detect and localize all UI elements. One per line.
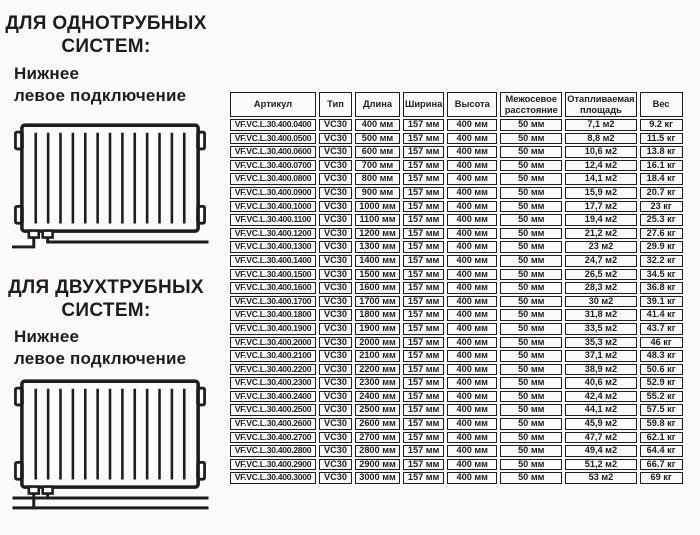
radiator-single-pipe-diagram-icon [12, 119, 210, 264]
cell-width: 157 мм [403, 323, 444, 335]
cell-heated-area: 23 м2 [565, 241, 636, 253]
cell-heated-area: 21,2 м2 [565, 228, 636, 240]
table-row [230, 269, 683, 281]
cell-axle-distance: 50 мм [500, 228, 562, 240]
cell-axle-distance: 50 мм [500, 269, 562, 281]
cell-article: VF.VC.L.30.400.2600 [230, 418, 316, 430]
cell-height: 400 мм [447, 309, 497, 321]
table-row [230, 377, 683, 389]
table-row [230, 350, 683, 362]
cell-weight: 20.7 кг [640, 187, 683, 199]
cell-article: VF.VC.L.30.400.0700 [230, 160, 316, 172]
cell-heated-area: 53 м2 [565, 472, 636, 484]
cell-article: VF.VC.L.30.400.1200 [230, 228, 316, 240]
cell-weight: 48.3 кг [640, 350, 683, 362]
cell-height: 400 мм [447, 472, 497, 484]
table-row [230, 255, 683, 267]
cell-width: 157 мм [403, 146, 444, 158]
cell-article: VF.VC.L.30.400.2200 [230, 364, 316, 376]
cell-axle-distance: 50 мм [500, 337, 562, 349]
cell-article: VF.VC.L.30.400.1900 [230, 323, 316, 335]
cell-height: 400 мм [447, 432, 497, 444]
cell-axle-distance: 50 мм [500, 323, 562, 335]
single-pipe-title-line1: ДЛЯ ОДНОТРУБНЫХ [5, 13, 207, 34]
spec-table-header [230, 92, 683, 117]
cell-height: 400 мм [447, 418, 497, 430]
cell-type: VC30 [319, 404, 352, 416]
cell-type: VC30 [319, 377, 352, 389]
cell-article: VF.VC.L.30.400.2000 [230, 337, 316, 349]
cell-weight: 62.1 кг [640, 432, 683, 444]
cell-weight: 25.3 кг [640, 214, 683, 226]
cell-type: VC30 [319, 459, 352, 471]
table-row [230, 445, 683, 457]
table-row [230, 364, 683, 376]
cell-length: 2500 мм [355, 404, 400, 416]
table-row [230, 472, 683, 484]
cell-article: VF.VC.L.30.400.1800 [230, 309, 316, 321]
cell-axle-distance: 50 мм [500, 214, 562, 226]
cell-heated-area: 17,7 м2 [565, 201, 636, 213]
cell-length: 1000 мм [355, 201, 400, 213]
cell-type: VC30 [319, 269, 352, 281]
cell-heated-area: 37,1 м2 [565, 350, 636, 362]
cell-weight: 39.1 кг [640, 296, 683, 308]
cell-length: 2400 мм [355, 391, 400, 403]
cell-axle-distance: 50 мм [500, 377, 562, 389]
cell-axle-distance: 50 мм [500, 201, 562, 213]
cell-article: VF.VC.L.30.400.1500 [230, 269, 316, 281]
cell-heated-area: 31,8 м2 [565, 309, 636, 321]
cell-weight: 29.9 кг [640, 241, 683, 253]
cell-type: VC30 [319, 432, 352, 444]
cell-weight: 43.7 кг [640, 323, 683, 335]
cell-weight: 32.2 кг [640, 255, 683, 267]
cell-heated-area: 8,8 м2 [565, 133, 636, 145]
cell-length: 1800 мм [355, 309, 400, 321]
cell-heated-area: 33,5 м2 [565, 323, 636, 335]
cell-length: 1600 мм [355, 282, 400, 294]
cell-axle-distance: 50 мм [500, 309, 562, 321]
header-weight: Вес [640, 92, 683, 117]
cell-width: 157 мм [403, 173, 444, 185]
cell-heated-area: 14,1 м2 [565, 173, 636, 185]
spec-table-body [230, 119, 683, 484]
cell-width: 157 мм [403, 432, 444, 444]
cell-length: 2200 мм [355, 364, 400, 376]
table-row [230, 337, 683, 349]
cell-article: VF.VC.L.30.400.1000 [230, 201, 316, 213]
cell-length: 900 мм [355, 187, 400, 199]
cell-weight: 18.4 кг [640, 173, 683, 185]
cell-width: 157 мм [403, 133, 444, 145]
cell-height: 400 мм [447, 404, 497, 416]
header-article: Артикул [230, 92, 316, 117]
cell-axle-distance: 50 мм [500, 133, 562, 145]
cell-axle-distance: 50 мм [500, 241, 562, 253]
cell-axle-distance: 50 мм [500, 173, 562, 185]
cell-width: 157 мм [403, 445, 444, 457]
two-pipe-subtitle-line2: левое подключение [14, 349, 187, 368]
cell-height: 400 мм [447, 160, 497, 172]
cell-type: VC30 [319, 309, 352, 321]
cell-weight: 50.6 кг [640, 364, 683, 376]
cell-type: VC30 [319, 160, 352, 172]
cell-length: 1700 мм [355, 296, 400, 308]
spec-table [227, 90, 686, 486]
cell-length: 2900 мм [355, 459, 400, 471]
cell-axle-distance: 50 мм [500, 364, 562, 376]
cell-length: 500 мм [355, 133, 400, 145]
cell-length: 3000 мм [355, 472, 400, 484]
cell-length: 1300 мм [355, 241, 400, 253]
cell-height: 400 мм [447, 364, 497, 376]
cell-weight: 34.5 кг [640, 269, 683, 281]
cell-height: 400 мм [447, 459, 497, 471]
cell-height: 400 мм [447, 296, 497, 308]
cell-heated-area: 45,9 м2 [565, 418, 636, 430]
cell-article: VF.VC.L.30.400.2400 [230, 391, 316, 403]
single-pipe-section-title [0, 12, 212, 58]
cell-article: VF.VC.L.30.400.2300 [230, 377, 316, 389]
cell-height: 400 мм [447, 323, 497, 335]
cell-type: VC30 [319, 146, 352, 158]
cell-width: 157 мм [403, 309, 444, 321]
cell-type: VC30 [319, 418, 352, 430]
header-height: Высота [447, 92, 497, 117]
cell-height: 400 мм [447, 214, 497, 226]
cell-height: 400 мм [447, 173, 497, 185]
cell-type: VC30 [319, 255, 352, 267]
cell-width: 157 мм [403, 282, 444, 294]
table-row [230, 459, 683, 471]
two-pipe-section-title [0, 276, 212, 322]
cell-length: 400 мм [355, 119, 400, 131]
cell-weight: 16.1 кг [640, 160, 683, 172]
cell-type: VC30 [319, 391, 352, 403]
cell-width: 157 мм [403, 241, 444, 253]
cell-weight: 41.4 кг [640, 309, 683, 321]
cell-weight: 66.7 кг [640, 459, 683, 471]
cell-width: 157 мм [403, 459, 444, 471]
cell-heated-area: 26,5 м2 [565, 269, 636, 281]
cell-heated-area: 49,4 м2 [565, 445, 636, 457]
cell-length: 2700 мм [355, 432, 400, 444]
cell-heated-area: 30 м2 [565, 296, 636, 308]
cell-heated-area: 38,9 м2 [565, 364, 636, 376]
cell-article: VF.VC.L.30.400.3000 [230, 472, 316, 484]
cell-article: VF.VC.L.30.400.0500 [230, 133, 316, 145]
cell-type: VC30 [319, 201, 352, 213]
cell-height: 400 мм [447, 146, 497, 158]
cell-height: 400 мм [447, 337, 497, 349]
cell-height: 400 мм [447, 241, 497, 253]
cell-article: VF.VC.L.30.400.1300 [230, 241, 316, 253]
single-pipe-subtitle-line2: левое подключение [14, 86, 187, 105]
cell-article: VF.VC.L.30.400.1600 [230, 282, 316, 294]
cell-width: 157 мм [403, 187, 444, 199]
header-type: Тип [319, 92, 352, 117]
cell-width: 157 мм [403, 255, 444, 267]
cell-width: 157 мм [403, 337, 444, 349]
cell-length: 1400 мм [355, 255, 400, 267]
cell-height: 400 мм [447, 228, 497, 240]
cell-type: VC30 [319, 173, 352, 185]
cell-axle-distance: 50 мм [500, 432, 562, 444]
cell-article: VF.VC.L.30.400.1100 [230, 214, 316, 226]
cell-heated-area: 35,3 м2 [565, 337, 636, 349]
cell-width: 157 мм [403, 119, 444, 131]
cell-weight: 55.2 кг [640, 391, 683, 403]
cell-axle-distance: 50 мм [500, 255, 562, 267]
cell-heated-area: 7,1 м2 [565, 119, 636, 131]
cell-heated-area: 12,4 м2 [565, 160, 636, 172]
cell-width: 157 мм [403, 228, 444, 240]
cell-height: 400 мм [447, 201, 497, 213]
cell-article: VF.VC.L.30.400.1700 [230, 296, 316, 308]
cell-axle-distance: 50 мм [500, 146, 562, 158]
single-pipe-subtitle-line1: Нижнее [14, 64, 80, 83]
cell-type: VC30 [319, 472, 352, 484]
header-heated-area: Отапливаемая площадь [565, 92, 636, 117]
cell-weight: 13.8 кг [640, 146, 683, 158]
cell-length: 1200 мм [355, 228, 400, 240]
cell-width: 157 мм [403, 418, 444, 430]
table-row [230, 323, 683, 335]
single-pipe-title-line2: СИСТЕМ: [61, 36, 151, 57]
cell-axle-distance: 50 мм [500, 391, 562, 403]
table-row [230, 418, 683, 430]
cell-type: VC30 [319, 350, 352, 362]
two-pipe-subtitle-line1: Нижнее [14, 327, 80, 346]
cell-type: VC30 [319, 228, 352, 240]
cell-heated-area: 19,4 м2 [565, 214, 636, 226]
table-row [230, 133, 683, 145]
two-pipe-title-line1: ДЛЯ ДВУХТРУБНЫХ [8, 277, 204, 298]
cell-type: VC30 [319, 187, 352, 199]
cell-weight: 23 кг [640, 201, 683, 213]
cell-article: VF.VC.L.30.400.0900 [230, 187, 316, 199]
table-row [230, 228, 683, 240]
cell-type: VC30 [319, 241, 352, 253]
cell-article: VF.VC.L.30.400.2900 [230, 459, 316, 471]
cell-type: VC30 [319, 214, 352, 226]
cell-article: VF.VC.L.30.400.2100 [230, 350, 316, 362]
cell-length: 2100 мм [355, 350, 400, 362]
cell-article: VF.VC.L.30.400.0800 [230, 173, 316, 185]
cell-width: 157 мм [403, 269, 444, 281]
cell-length: 2800 мм [355, 445, 400, 457]
cell-axle-distance: 50 мм [500, 282, 562, 294]
cell-article: VF.VC.L.30.400.2500 [230, 404, 316, 416]
two-pipe-title-line2: СИСТЕМ: [61, 300, 151, 321]
cell-axle-distance: 50 мм [500, 160, 562, 172]
cell-axle-distance: 50 мм [500, 187, 562, 199]
table-row [230, 404, 683, 416]
cell-width: 157 мм [403, 404, 444, 416]
cell-heated-area: 44,1 м2 [565, 404, 636, 416]
cell-height: 400 мм [447, 187, 497, 199]
cell-length: 2300 мм [355, 377, 400, 389]
cell-axle-distance: 50 мм [500, 445, 562, 457]
cell-type: VC30 [319, 323, 352, 335]
cell-length: 700 мм [355, 160, 400, 172]
cell-axle-distance: 50 мм [500, 404, 562, 416]
cell-height: 400 мм [447, 255, 497, 267]
cell-article: VF.VC.L.30.400.2800 [230, 445, 316, 457]
header-width: Ширина [403, 92, 444, 117]
radiator-two-pipe-diagram-icon [12, 375, 210, 520]
header-row [230, 92, 683, 117]
cell-heated-area: 40,6 м2 [565, 377, 636, 389]
cell-length: 2000 мм [355, 337, 400, 349]
cell-weight: 64.4 кг [640, 445, 683, 457]
header-axle-distance: Межосевое расстояние [500, 92, 562, 117]
cell-width: 157 мм [403, 472, 444, 484]
cell-heated-area: 24,7 м2 [565, 255, 636, 267]
cell-width: 157 мм [403, 296, 444, 308]
cell-width: 157 мм [403, 160, 444, 172]
cell-heated-area: 10,6 м2 [565, 146, 636, 158]
two-pipe-connection-subtitle [14, 326, 224, 370]
table-row [230, 187, 683, 199]
cell-weight: 27.6 кг [640, 228, 683, 240]
cell-heated-area: 47,7 м2 [565, 432, 636, 444]
table-row [230, 146, 683, 158]
cell-length: 1100 мм [355, 214, 400, 226]
cell-type: VC30 [319, 133, 352, 145]
cell-heated-area: 42,4 м2 [565, 391, 636, 403]
cell-heated-area: 28,3 м2 [565, 282, 636, 294]
cell-length: 800 мм [355, 173, 400, 185]
table-row [230, 241, 683, 253]
cell-weight: 59.8 кг [640, 418, 683, 430]
cell-axle-distance: 50 мм [500, 119, 562, 131]
cell-weight: 52.9 кг [640, 377, 683, 389]
cell-heated-area: 15,9 м2 [565, 187, 636, 199]
table-row [230, 173, 683, 185]
table-row [230, 160, 683, 172]
cell-weight: 11.5 кг [640, 133, 683, 145]
cell-type: VC30 [319, 282, 352, 294]
cell-article: VF.VC.L.30.400.1400 [230, 255, 316, 267]
cell-type: VC30 [319, 445, 352, 457]
table-row [230, 282, 683, 294]
cell-width: 157 мм [403, 364, 444, 376]
cell-axle-distance: 50 мм [500, 472, 562, 484]
header-length: Длина [355, 92, 400, 117]
cell-height: 400 мм [447, 119, 497, 131]
cell-type: VC30 [319, 337, 352, 349]
cell-width: 157 мм [403, 350, 444, 362]
table-row [230, 201, 683, 213]
cell-height: 400 мм [447, 350, 497, 362]
cell-axle-distance: 50 мм [500, 459, 562, 471]
table-row [230, 214, 683, 226]
table-row [230, 432, 683, 444]
cell-length: 600 мм [355, 146, 400, 158]
cell-weight: 9.2 кг [640, 119, 683, 131]
cell-weight: 69 кг [640, 472, 683, 484]
cell-axle-distance: 50 мм [500, 350, 562, 362]
cell-article: VF.VC.L.30.400.0600 [230, 146, 316, 158]
table-row [230, 119, 683, 131]
cell-article: VF.VC.L.30.400.0400 [230, 119, 316, 131]
cell-weight: 57.5 кг [640, 404, 683, 416]
cell-article: VF.VC.L.30.400.2700 [230, 432, 316, 444]
table-row [230, 391, 683, 403]
cell-height: 400 мм [447, 377, 497, 389]
table-row [230, 296, 683, 308]
cell-height: 400 мм [447, 269, 497, 281]
cell-axle-distance: 50 мм [500, 296, 562, 308]
cell-width: 157 мм [403, 377, 444, 389]
cell-axle-distance: 50 мм [500, 418, 562, 430]
cell-height: 400 мм [447, 133, 497, 145]
cell-type: VC30 [319, 119, 352, 131]
cell-length: 1900 мм [355, 323, 400, 335]
cell-width: 157 мм [403, 391, 444, 403]
cell-type: VC30 [319, 296, 352, 308]
cell-weight: 36.8 кг [640, 282, 683, 294]
cell-type: VC30 [319, 364, 352, 376]
cell-length: 2600 мм [355, 418, 400, 430]
cell-weight: 46 кг [640, 337, 683, 349]
cell-length: 1500 мм [355, 269, 400, 281]
cell-height: 400 мм [447, 391, 497, 403]
single-pipe-connection-subtitle [14, 63, 224, 107]
cell-height: 400 мм [447, 282, 497, 294]
cell-width: 157 мм [403, 214, 444, 226]
cell-width: 157 мм [403, 201, 444, 213]
cell-height: 400 мм [447, 445, 497, 457]
cell-heated-area: 51,2 м2 [565, 459, 636, 471]
table-row [230, 309, 683, 321]
